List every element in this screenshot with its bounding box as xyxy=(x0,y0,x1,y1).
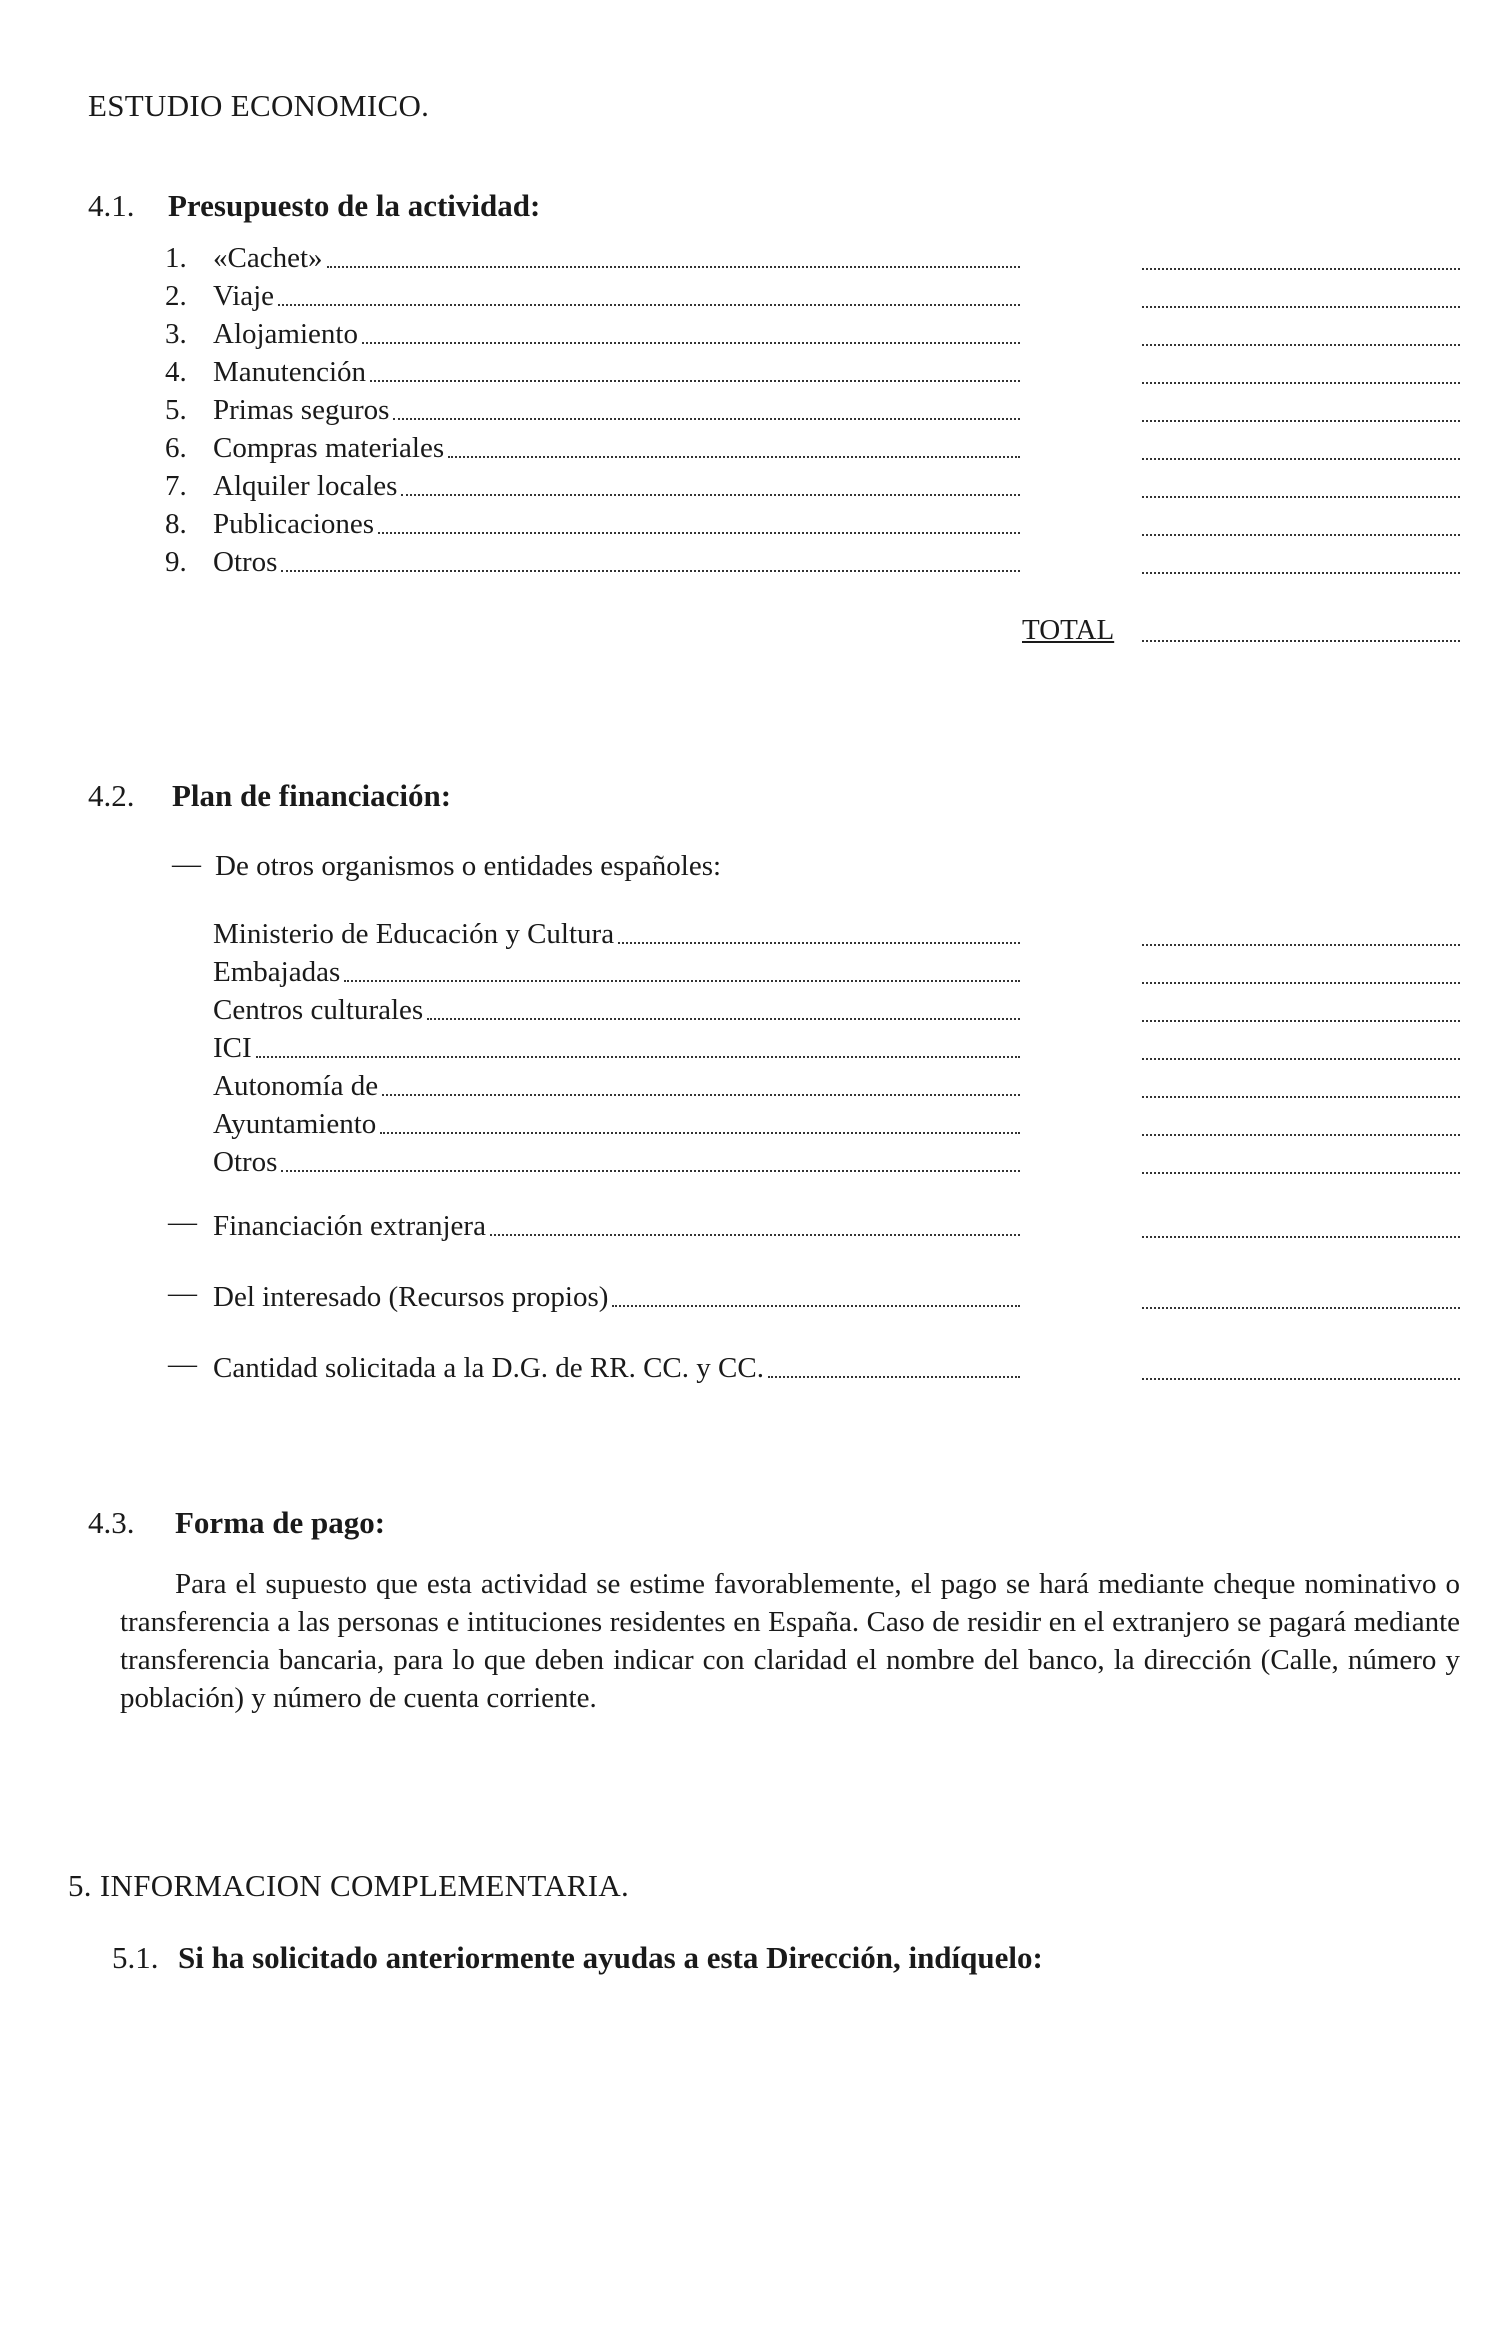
leader-dots xyxy=(344,980,1020,982)
amount-field[interactable] xyxy=(1142,532,1460,536)
item-label: «Cachet» xyxy=(213,242,323,274)
funding-row xyxy=(213,992,1460,1028)
subsection-4-1-title: Presupuesto de la actividad: xyxy=(168,188,541,223)
funding-row xyxy=(213,916,1460,952)
spanish-entities-header: De otros organismos o entidades españoles: xyxy=(215,850,722,882)
item-number: 1. xyxy=(165,242,187,274)
subsection-4-2-number: 4.2. xyxy=(88,778,135,813)
subsection-4-1-number: 4.1. xyxy=(88,188,135,223)
subsection-4-3-title: Forma de pago: xyxy=(175,1505,386,1540)
dash-marker: — xyxy=(168,1277,197,1309)
funding-row xyxy=(213,1279,1460,1315)
item-number: 6. xyxy=(165,432,187,464)
total-amount-field[interactable] xyxy=(1142,638,1460,642)
amount-field[interactable] xyxy=(1142,1305,1460,1309)
item-number: 2. xyxy=(165,280,187,312)
item-label: Otros xyxy=(213,1146,278,1178)
item-number: 3. xyxy=(165,318,187,350)
amount-field[interactable] xyxy=(1142,456,1460,460)
funding-row xyxy=(213,1068,1460,1104)
payment-paragraph: Para el supuesto que esta actividad se estime favorablemente, el pago se hará mediante cheque nominativo o transferencia a las personas e intituciones residentes en España. Caso de residir en el extranjero se pagará mediante transferencia bancaria, para lo que deben indicar con claridad el nombre del banco, la dirección (Calle, número y población) y número de cuenta corriente. xyxy=(120,1568,1460,1714)
total-label: TOTAL xyxy=(1022,614,1115,646)
item-label: Autonomía de xyxy=(213,1070,379,1102)
item-label: Centros culturales xyxy=(213,994,424,1026)
budget-row xyxy=(165,240,1460,276)
funding-row xyxy=(213,1030,1460,1066)
item-number: 7. xyxy=(165,470,187,502)
item-label: Del interesado (Recursos propios) xyxy=(213,1281,609,1313)
budget-row xyxy=(165,392,1460,428)
dash-marker: — xyxy=(168,1348,197,1380)
item-label: Primas seguros xyxy=(213,394,390,426)
item-label: Alquiler locales xyxy=(213,470,398,502)
item-label: Publicaciones xyxy=(213,508,375,540)
funding-row xyxy=(213,1144,1460,1180)
leader-dots xyxy=(382,1094,1020,1096)
funding-row xyxy=(213,1106,1460,1142)
leader-dots xyxy=(612,1305,1020,1307)
leader-dots xyxy=(393,418,1020,420)
item-label: Viaje xyxy=(213,280,275,312)
budget-row xyxy=(165,278,1460,314)
leader-dots xyxy=(768,1376,1020,1378)
amount-field[interactable] xyxy=(1142,942,1460,946)
amount-field[interactable] xyxy=(1142,342,1460,346)
item-label: Compras materiales xyxy=(213,432,445,464)
leader-dots xyxy=(448,456,1020,458)
budget-row xyxy=(165,316,1460,352)
amount-field[interactable] xyxy=(1142,1056,1460,1060)
subsection-5-1-title: Si ha solicitado anteriormente ayudas a esta Dirección, indíquelo: xyxy=(178,1940,1043,1975)
leader-dots xyxy=(490,1234,1020,1236)
amount-field[interactable] xyxy=(1142,266,1460,270)
budget-row xyxy=(165,430,1460,466)
item-label: Financiación extranjera xyxy=(213,1210,486,1242)
amount-field[interactable] xyxy=(1142,304,1460,308)
amount-field[interactable] xyxy=(1142,570,1460,574)
item-number: 8. xyxy=(165,508,187,540)
amount-field[interactable] xyxy=(1142,380,1460,384)
subsection-4-2-title: Plan de financiación: xyxy=(172,778,452,813)
budget-row xyxy=(165,544,1460,580)
item-label: Manutención xyxy=(213,356,367,388)
leader-dots xyxy=(378,532,1020,534)
leader-dots xyxy=(370,380,1020,382)
section-5-title: 5. INFORMACION COMPLEMENTARIA. xyxy=(68,1868,630,1903)
funding-row xyxy=(213,1350,1460,1386)
item-number: 9. xyxy=(165,546,187,578)
amount-field[interactable] xyxy=(1142,1018,1460,1022)
budget-row xyxy=(165,354,1460,390)
item-label: Embajadas xyxy=(213,956,341,988)
amount-field[interactable] xyxy=(1142,494,1460,498)
funding-row xyxy=(213,1208,1460,1244)
item-number: 4. xyxy=(165,356,187,388)
amount-field[interactable] xyxy=(1142,1376,1460,1380)
amount-field[interactable] xyxy=(1142,1094,1460,1098)
amount-field[interactable] xyxy=(1142,980,1460,984)
leader-dots xyxy=(281,570,1020,572)
dash-marker: — xyxy=(168,1206,197,1238)
item-label: ICI xyxy=(213,1032,252,1064)
dash-marker: — xyxy=(172,848,201,880)
amount-field[interactable] xyxy=(1142,418,1460,422)
item-number: 5. xyxy=(165,394,187,426)
leader-dots xyxy=(618,942,1020,944)
subsection-4-3-number: 4.3. xyxy=(88,1505,135,1540)
subsection-5-1-number: 5.1. xyxy=(112,1940,159,1975)
item-label: Alojamiento xyxy=(213,318,358,350)
leader-dots xyxy=(362,342,1020,344)
leader-dots xyxy=(278,304,1020,306)
amount-field[interactable] xyxy=(1142,1132,1460,1136)
item-label: Cantidad solicitada a la D.G. de RR. CC. y CC. xyxy=(213,1352,764,1384)
leader-dots xyxy=(380,1132,1020,1134)
leader-dots xyxy=(427,1018,1020,1020)
funding-row xyxy=(213,954,1460,990)
budget-row xyxy=(165,506,1460,542)
leader-dots xyxy=(401,494,1020,496)
amount-field[interactable] xyxy=(1142,1234,1460,1238)
leader-dots xyxy=(281,1170,1020,1172)
amount-field[interactable] xyxy=(1142,1170,1460,1174)
leader-dots xyxy=(327,266,1020,268)
item-label: Otros xyxy=(213,546,278,578)
item-label: Ayuntamiento xyxy=(213,1108,377,1140)
section-4-title: ESTUDIO ECONOMICO. xyxy=(88,88,430,123)
item-label: Ministerio de Educación y Cultura xyxy=(213,918,615,950)
leader-dots xyxy=(256,1056,1020,1058)
budget-row xyxy=(165,468,1460,504)
